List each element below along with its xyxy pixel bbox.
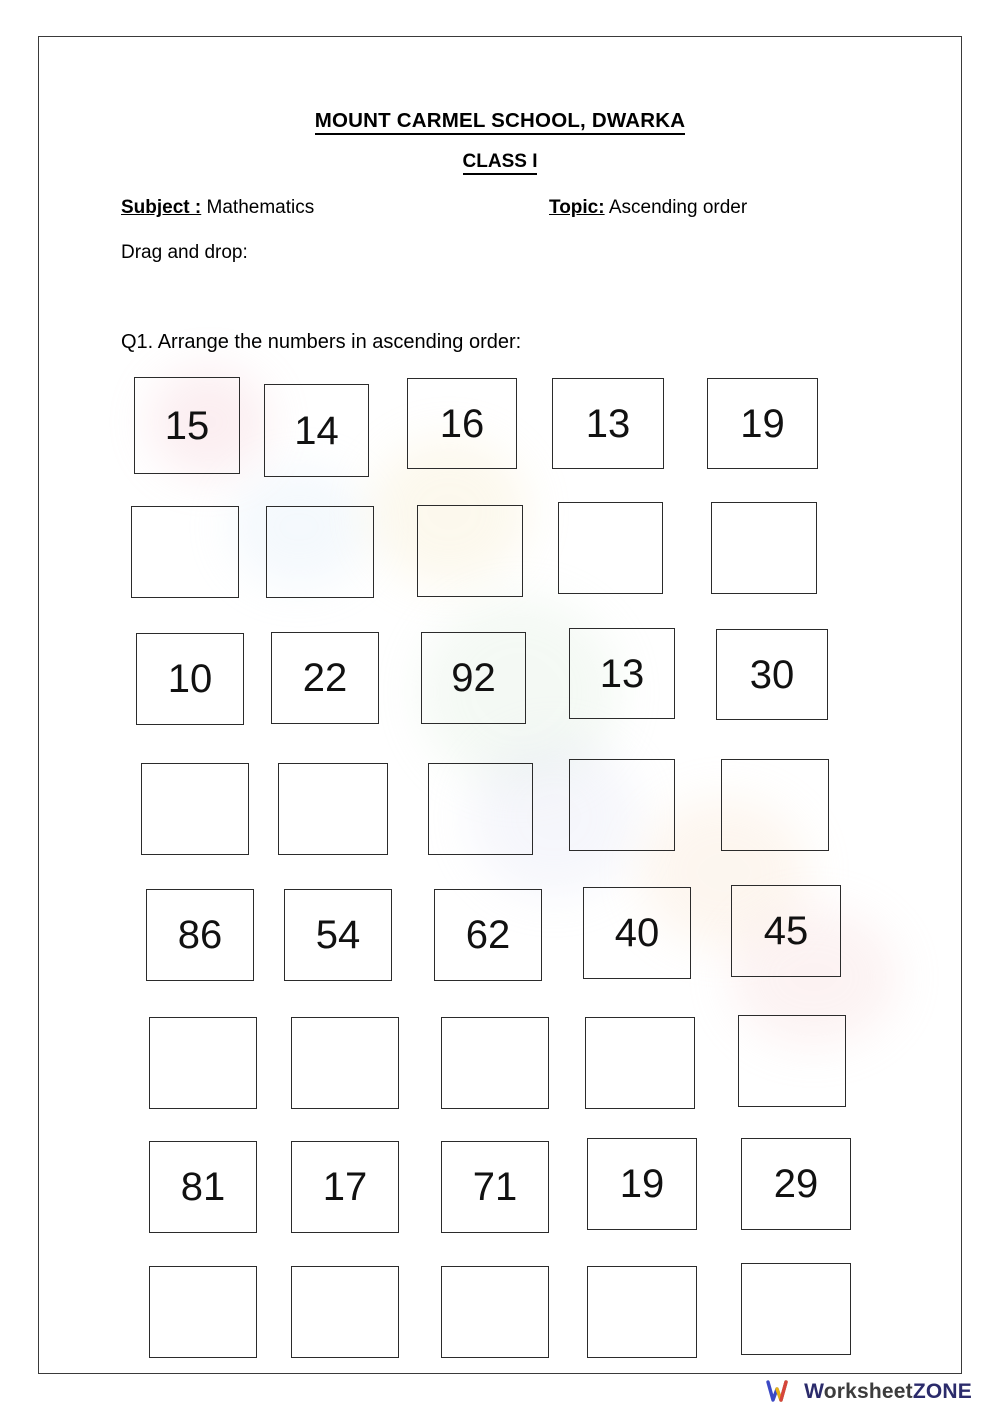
drop-target[interactable] <box>441 1017 549 1109</box>
number-tile[interactable]: 62 <box>434 889 542 981</box>
worksheetzone-logo-icon <box>766 1379 796 1405</box>
number-tile[interactable]: 19 <box>587 1138 697 1230</box>
number-tile[interactable]: 15 <box>134 377 240 474</box>
brand-w: W <box>804 1380 824 1403</box>
drop-target[interactable] <box>587 1266 697 1358</box>
school-title <box>39 109 961 133</box>
brand-zone: ZONE <box>912 1380 972 1403</box>
number-tile[interactable]: 17 <box>291 1141 399 1233</box>
topic-value: Ascending order <box>608 197 748 218</box>
number-tile[interactable]: 71 <box>441 1141 549 1233</box>
number-tile[interactable]: 45 <box>731 885 841 977</box>
number-tile[interactable]: 19 <box>707 378 818 469</box>
class-title-text: CLASS I <box>463 151 538 175</box>
number-tile[interactable]: 86 <box>146 889 254 981</box>
topic-label: Topic: <box>549 197 605 218</box>
number-tile[interactable]: 54 <box>284 889 392 981</box>
worksheet-page <box>38 36 962 1374</box>
number-tile[interactable]: 29 <box>741 1138 851 1230</box>
drop-target[interactable] <box>441 1266 549 1358</box>
brand-orksheet: orksheet <box>823 1380 913 1403</box>
number-tile[interactable]: 92 <box>421 632 526 724</box>
drop-target[interactable] <box>278 763 388 855</box>
drop-target[interactable] <box>291 1266 399 1358</box>
drop-target[interactable] <box>141 763 249 855</box>
number-tile[interactable]: 10 <box>136 633 244 725</box>
number-tile[interactable]: 14 <box>264 384 369 477</box>
number-tile[interactable]: 81 <box>149 1141 257 1233</box>
number-tile[interactable]: 40 <box>583 887 691 979</box>
number-tile[interactable]: 30 <box>716 629 828 720</box>
drop-target[interactable] <box>266 506 374 598</box>
class-title <box>39 151 961 173</box>
drop-target[interactable] <box>149 1266 257 1358</box>
drop-target[interactable] <box>711 502 817 594</box>
drop-target[interactable] <box>738 1015 846 1107</box>
question-text: Q1. Arrange the numbers in ascending order: <box>121 331 522 353</box>
worksheetzone-wordmark <box>804 1380 972 1404</box>
drop-target[interactable] <box>131 506 239 598</box>
drop-target[interactable] <box>417 505 523 597</box>
drop-target[interactable] <box>149 1017 257 1109</box>
drop-target[interactable] <box>291 1017 399 1109</box>
drop-target[interactable] <box>569 759 675 851</box>
number-tile[interactable]: 13 <box>552 378 664 469</box>
drop-target[interactable] <box>558 502 663 594</box>
number-tile[interactable]: 16 <box>407 378 517 469</box>
subject-label: Subject : <box>121 197 202 218</box>
topic-field <box>549 197 747 219</box>
drop-target[interactable] <box>585 1017 695 1109</box>
worksheetzone-brand[interactable] <box>766 1379 972 1405</box>
instruction-text: Drag and drop: <box>121 242 248 263</box>
number-tile[interactable]: 13 <box>569 628 675 719</box>
subject-field <box>121 197 314 219</box>
subject-value: Mathematics <box>206 197 315 218</box>
drop-target[interactable] <box>741 1263 851 1355</box>
drop-target[interactable] <box>721 759 829 851</box>
school-title-text: MOUNT CARMEL SCHOOL, DWARKA <box>315 109 686 135</box>
number-tile[interactable]: 22 <box>271 632 379 724</box>
drop-target[interactable] <box>428 763 533 855</box>
